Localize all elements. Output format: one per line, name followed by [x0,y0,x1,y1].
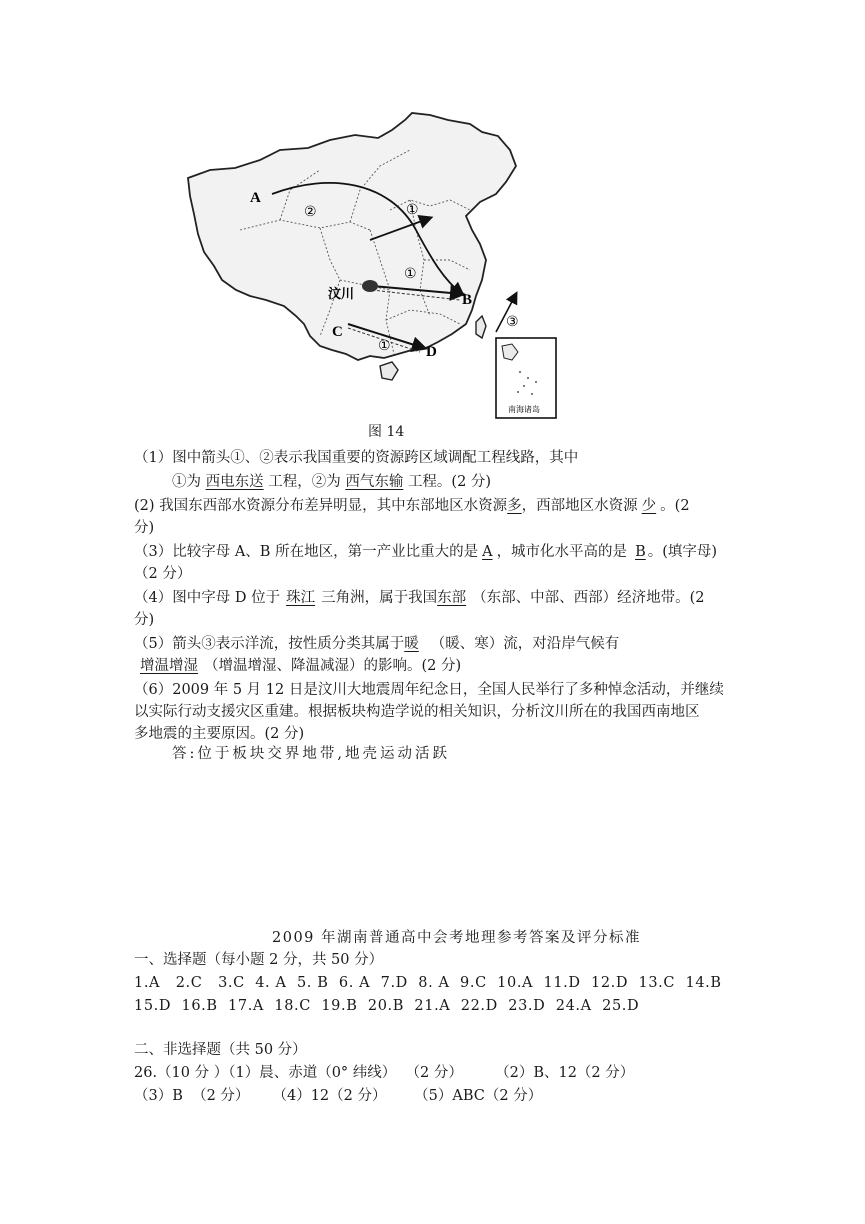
label-circle3: ③ [506,314,519,330]
q4-line1 [134,588,704,608]
q1-text: ①为 [172,474,201,490]
taiwan-island [476,316,486,338]
q5-text: （增温增湿、降温减湿）的影响。(2 分) [204,658,462,674]
wenchuan-marker [362,280,378,292]
q4-text: （东部、中部、西部）经济地带。(2 [472,590,705,606]
hainan-island [380,362,398,380]
q4-text: 三角洲，属于我国 [321,590,438,606]
label-circle2: ② [304,204,317,220]
label-a: A [250,190,261,206]
q1-text: 工程，②为 [268,474,341,490]
q1-line1: （1）图中箭头①、②表示我国重要的资源跨区域调配工程线路，其中 [134,450,579,466]
q3-text: ，城市化水平高的是 [496,544,628,560]
q2-text: (2) 我国东西部水资源分布差异明显，其中东部地区水资源 [134,498,508,514]
q1-answer1: 西电东送 [205,474,264,490]
q5-answer2: 增温增湿 [140,658,198,674]
q1-text: 工程。(2 分) [407,474,492,490]
q4-text: （4）图中字母 D 位于 [134,590,281,606]
q2-line1 [134,496,690,516]
mc-answers-line1: 1.A 2.C 3.C 4. A 5. B 6. A 7.D 8. A 9.C 10.A 11.D 12.D 13.C 14.B [134,975,722,991]
label-circle1-north: ① [406,202,419,218]
q3-line1 [134,542,717,562]
q5-text: （暖、寒）流，对沿岸气候有 [430,636,620,652]
q3-line2: （2 分） [134,566,192,582]
q3-text: 。(填字母) [647,544,718,560]
mc-answers-line2: 15.D 16.B 17.A 18.C 19.B 20.B 21.A 22.D 23.D 24.A 25.D [134,998,640,1014]
q2-text: 。(2 [660,498,690,514]
q1-answer2: 西气东输 [345,474,404,490]
china-map-figure [180,110,570,420]
inset-label: 南海诸岛 [508,405,540,414]
south-sea-inset [496,338,556,418]
figure-caption: 图 14 [368,424,405,440]
q4-line2: 分) [134,612,155,628]
q5-text: （5）箭头③表示洋流，按性质分类其属于 [134,636,405,652]
q4-answer1: 珠江 [286,590,316,606]
label-d: D [426,344,437,360]
china-outline [188,113,516,360]
q26-line1: 26.（10 分 ）（1）晨、赤道（0° 纬线） （2 分） （2）B、12（2 分） [134,1065,635,1081]
label-b: B [462,292,473,308]
q2-answer1: 多 [507,498,522,514]
label-circle1-middle: ① [404,266,417,282]
q2-line2: 分) [134,520,155,536]
label-c: C [332,324,343,340]
q5-line1 [134,634,619,654]
q3-answer2: B [635,544,646,560]
q4-answer2: 东部 [437,590,467,606]
q6-line2: 以实际行动支援灾区重建。根据板块构造学说的相关知识，分析汶川所在的我国西南地区 [134,704,700,720]
q3-text: （3）比较字母 A、B 所在地区，第一产业比重大的是 [134,544,479,560]
q6-line3: 多地震的主要原因。(2 分) [134,726,305,742]
q3-answer1: A [482,544,493,560]
q6-answer: 答:位于板块交界地带,地壳运动活跃 [172,746,450,762]
q6-line1: （6）2009 年 5 月 12 日是汶川大地震周年纪念日，全国人民举行了多种悼念活动，并继续 [134,682,724,698]
part2-header: 二、非选择题（共 50 分） [134,1042,307,1058]
q26-line2: （3）B （2 分） （4）12（2 分） （5）ABC（2 分） [134,1088,543,1104]
q5-line2 [134,656,461,676]
q1-line2 [172,472,491,492]
part1-header: 一、选择题（每小题 2 分，共 50 分） [134,952,384,968]
q2-text: ，西部地区水资源 [521,498,638,514]
q2-answer2: 少 [641,498,657,514]
q5-answer1: 暖 [404,636,419,652]
label-wenchuan: 汶川 [328,287,355,302]
answer-key-title: 2009 年湖南普通高中会考地理参考答案及评分标准 [272,930,642,946]
label-circle1-south: ① [378,338,391,354]
